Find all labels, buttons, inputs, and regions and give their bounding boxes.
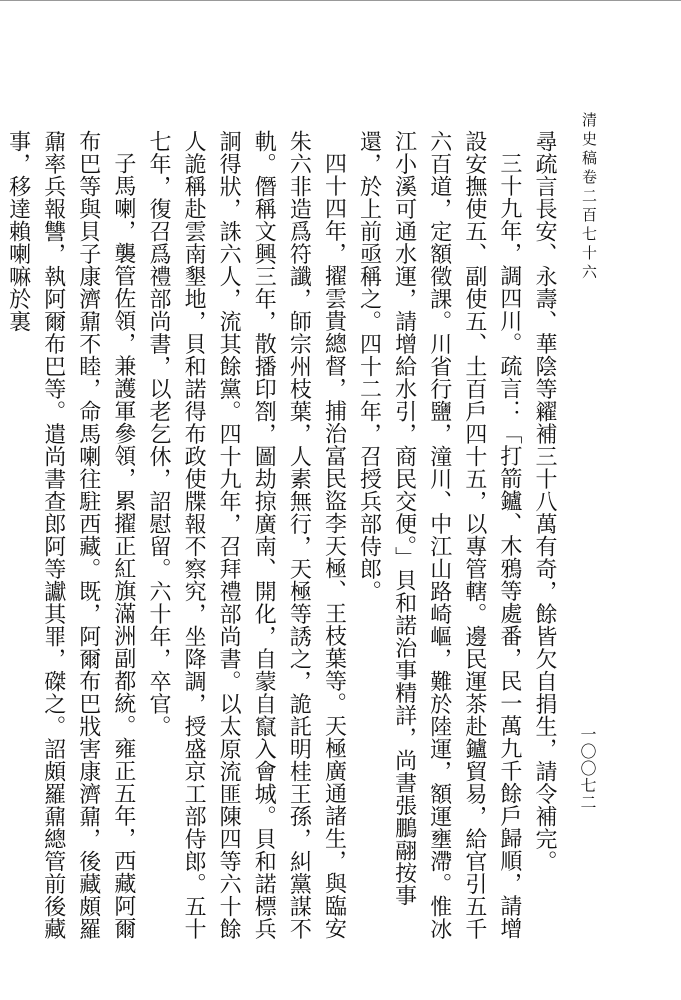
- page-number: 一〇〇七二: [578, 726, 597, 811]
- paragraph: 三十九年，調四川。疏言：「打箭鑪、木鴉等處番，民一萬九千餘戶歸順，請增設安撫使五、副使五、土百戶四十五，以專管轄。邊民運茶赴鑪貿易，給官引五千六百道，定額徵課。川省行鹽，潼川、中江山路崎嶇，難於陸運，額運壅滯。惟冰江小溪可通水運，請增給水引，商民交便。」貝和諾治事精詳，尚書張鵬翮按事還，於上前亟稱之。四十二年，召授兵部侍郎。: [356, 130, 522, 940]
- paragraph: 四十四年，擢雲貴總督，捕治富民盜李天極、王枝葉等。天極廣通諸生，與臨安朱六非造爲符讖，師宗州枝葉，人素無行，天極等誘之，詭託明桂王孫，糾黨謀不軌。僭稱文興三年，散播印劄，圖劫掠廣南、開化，自蒙自竄入會城。貝和諾標兵詗得狀，誅六人，流其餘黨。四十九年，召拜禮部尚書。以太原流匪陳四等六十餘人詭稱赴雲南墾地，貝和諾得布政使牒報不察究，坐降調，授盛京工部侍郎。五十七年，復召爲禮部尚書，以老乞休，詔慰留。六十年，卒官。: [145, 130, 347, 940]
- body-text: [5, 130, 562, 950]
- page-top-rule: [0, 0, 681, 1]
- paragraph: 尋疏言長安、永壽、華陰等糴補三十八萬有奇，餘皆欠自捐生，請令補完。: [532, 130, 557, 873]
- running-title: 清史稿卷二百七十六: [580, 112, 598, 283]
- paragraph: 子馬喇，襲管佐領，兼護軍參領，累擢正紅旗滿洲副都統。雍正五年，西藏阿爾布巴等與貝子康濟鼐不睦，命馬喇往駐西藏。既，阿爾布巴戕害康濟鼐，後藏頗羅鼐率兵報讐，執阿爾布巴等。遣尚書查郎阿等讞其罪，磔之。詔頗羅鼐總管前後藏事，移達賴喇嘛於裏: [5, 130, 136, 940]
